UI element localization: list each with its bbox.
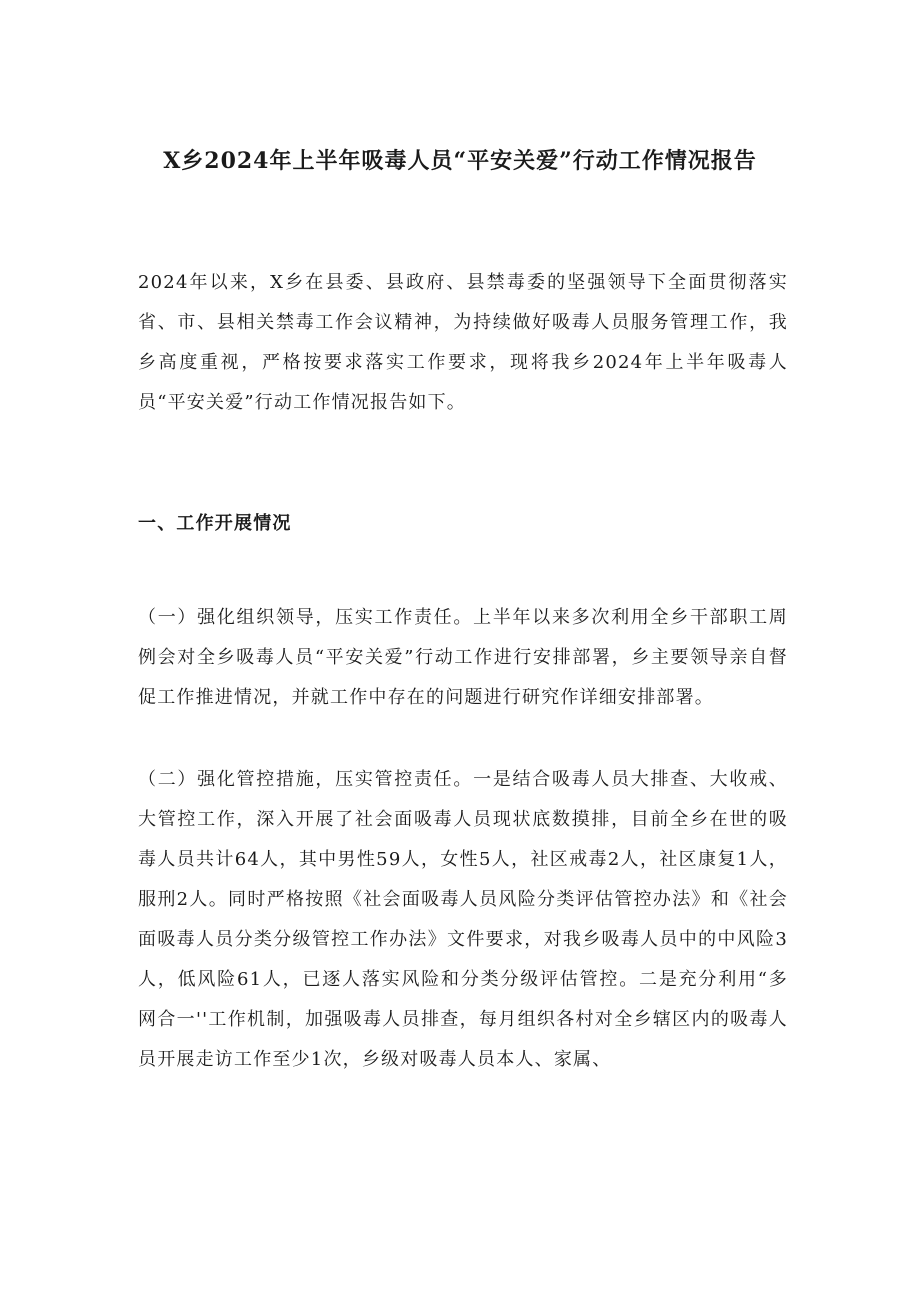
subsection-paragraph-1: （一）强化组织领导，压实工作责任。上半年以来多次利用全乡干部职工周例会对全乡吸毒人员“平安关爱”行动工作进行安排部署，乡主要领导亲自督促工作推进情况，并就工作中存在的问题进行研究作详细安排部署。 bbox=[138, 607, 788, 708]
subsection-paragraph-2: （二）强化管控措施，压实管控责任。一是结合吸毒人员大排查、大收戒、大管控工作，深入开展了社会面吸毒人员现状底数摸排，目前全乡在世的吸毒人员共计64人，其中男性59人，女性5人，社区戒毒2人，社区康复1人，服刑2人。同时严格按照《社会面吸毒人员风险分类评估管控办法》和《社会面吸毒人员分类分级管控工作办法》文件要求，对我乡吸毒人员中的中风险3人，低风险61人，已逐人落实风险和分类分级评估管控。二是充分利用“多网合一''工作机制，加强吸毒人员排查，每月组织各村对全乡辖区内的吸毒人员开展走访工作至少1次，乡级对吸毒人员本人、家属、 bbox=[138, 769, 788, 1070]
intro-paragraph: 2024年以来，X乡在县委、县政府、县禁毒委的坚强领导下全面贯彻落实省、市、县相关禁毒工作会议精神，为持续做好吸毒人员服务管理工作，我乡高度重视，严格按要求落实工作要求，现将我乡2024年上半年吸毒人员“平安关爱”行动工作情况报告如下。 bbox=[138, 272, 788, 413]
section-heading: 一、工作开展情况 bbox=[138, 513, 292, 534]
document-title: X乡2024年上半年吸毒人员“平安关爱”行动工作情况报告 bbox=[163, 148, 757, 174]
